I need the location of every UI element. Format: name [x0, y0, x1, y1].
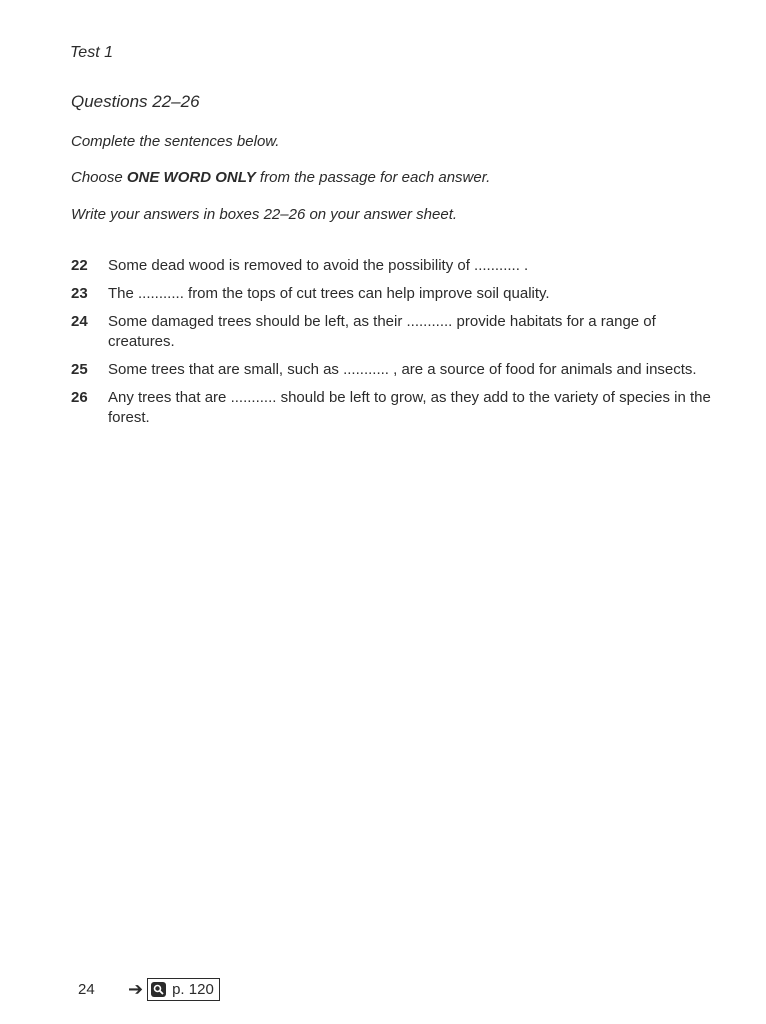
question-text: The ........... from the tops of cut trees can help improve soil quality.: [108, 285, 550, 302]
page-footer: [78, 978, 220, 1001]
question-23: [71, 284, 711, 304]
question-number: 22: [71, 257, 88, 274]
question-number: 25: [71, 361, 88, 378]
question-text: Any trees that are ........... should be left to grow, as they add to the variety of species in the forest.: [108, 389, 711, 426]
answer-key-page-ref: p. 120: [172, 981, 214, 998]
page-number: 24: [78, 981, 95, 998]
instruction-choose-emphasis: ONE WORD ONLY: [126, 169, 256, 186]
question-text: Some damaged trees should be left, as their ........... provide habitats for a range of creatures.: [108, 313, 656, 350]
instruction-choose: [71, 169, 490, 186]
question-22: [71, 256, 711, 276]
question-text: Some trees that are small, such as ........... , are a source of food for animals and insects.: [108, 361, 697, 378]
answer-key-icon: [151, 982, 166, 997]
question-list: [71, 256, 711, 436]
instruction-complete: Complete the sentences below.: [71, 133, 280, 150]
question-24: [71, 312, 711, 352]
question-number: 23: [71, 285, 88, 302]
instruction-choose-prefix: Choose: [71, 169, 127, 186]
instruction-choose-suffix: from the passage for each answer.: [255, 169, 491, 186]
question-26: [71, 388, 711, 428]
question-25: [71, 360, 711, 380]
question-number: 24: [71, 313, 88, 330]
section-title: Questions 22–26: [71, 92, 200, 111]
answer-key-reference[interactable]: [147, 978, 220, 1001]
instruction-write: Write your answers in boxes 22–26 on your answer sheet.: [71, 206, 458, 223]
page-header-label: Test 1: [70, 44, 113, 61]
question-text: Some dead wood is removed to avoid the possibility of ........... .: [108, 257, 529, 274]
question-number: 26: [71, 389, 88, 406]
right-arrow-icon: ➔: [128, 979, 144, 999]
